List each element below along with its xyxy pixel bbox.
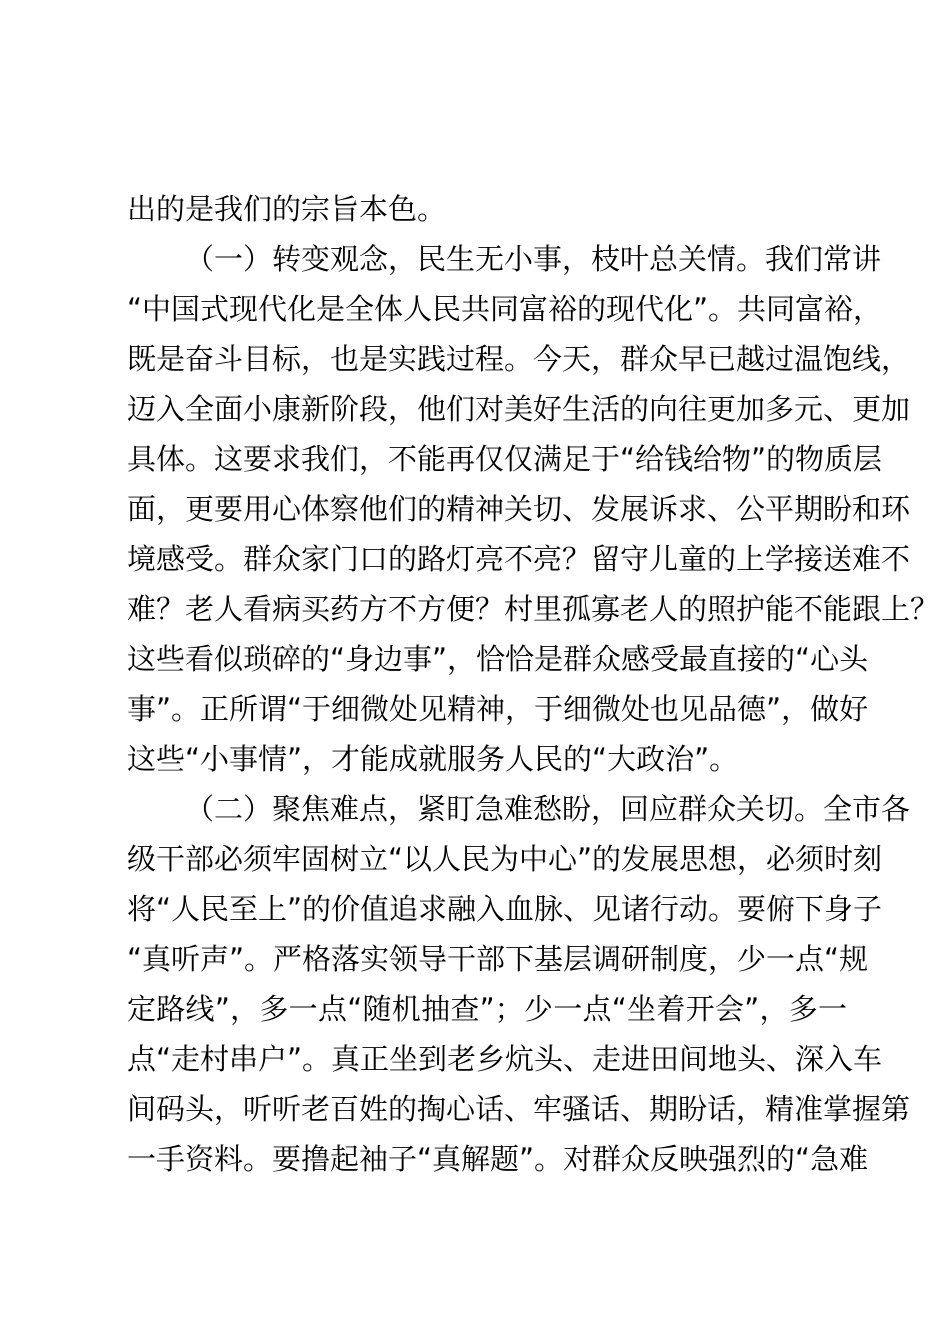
text-line: 间码头，听听老百姓的掏心话、牢骚话、期盼话，精准掌握第 <box>127 1092 911 1126</box>
text-line: 事”。正所谓“于细微处见精神，于细微处也见品德”，做好 <box>127 692 869 726</box>
text-line: 点“走村串户”。真正坐到老乡炕头、走进田间地头、深入车 <box>127 1042 883 1076</box>
text-line: 出的是我们的宗旨本色。 <box>127 192 447 226</box>
section-heading-line: （二）聚焦难点，紧盯急难愁盼，回应群众关切。全市各 <box>185 792 911 826</box>
text-line: 难？老人看病买药方不方便？村里孤寡老人的照护能不能跟上？ <box>127 592 940 626</box>
text-line: 级干部必须牢固树立“以人民为中心”的发展思想，必须时刻 <box>127 842 883 876</box>
text-line: 一手资料。要撸起袖子“真解题”。对群众反映强烈的“急难 <box>127 1142 869 1176</box>
text-line: 具体。这要求我们，不能再仅仅满足于“给钱给物”的物质层 <box>127 442 883 476</box>
section-heading-line: （一）转变观念，民生无小事，枝叶总关情。我们常讲 <box>185 242 882 276</box>
text-line: “中国式现代化是全体人民共同富裕的现代化”。共同富裕， <box>127 292 883 326</box>
text-line: 面，更要用心体察他们的精神关切、发展诉求、公平期盼和环 <box>127 492 911 526</box>
text-line: 境感受。群众家门口的路灯亮不亮？留守儿童的上学接送难不 <box>127 542 911 576</box>
body-text <box>127 184 940 1184</box>
text-line: 这些看似琐碎的“身边事”，恰恰是群众感受最直接的“心头 <box>127 642 869 676</box>
text-line: 迈入全面小康新阶段，他们对美好生活的向往更加多元、更加 <box>127 392 911 426</box>
text-line: 既是奋斗目标，也是实践过程。今天，群众早已越过温饱线， <box>127 342 911 376</box>
text-line: “真听声”。严格落实领导干部下基层调研制度，少一点“规 <box>127 942 869 976</box>
text-line: 定路线”，多一点“随机抽查”；少一点“坐着开会”，多一 <box>127 992 847 1026</box>
text-line: 将“人民至上”的价值追求融入血脉、见诸行动。要俯下身子 <box>127 892 883 926</box>
text-line: 这些“小事情”，才能成就服务人民的“大政治”。 <box>127 742 739 776</box>
